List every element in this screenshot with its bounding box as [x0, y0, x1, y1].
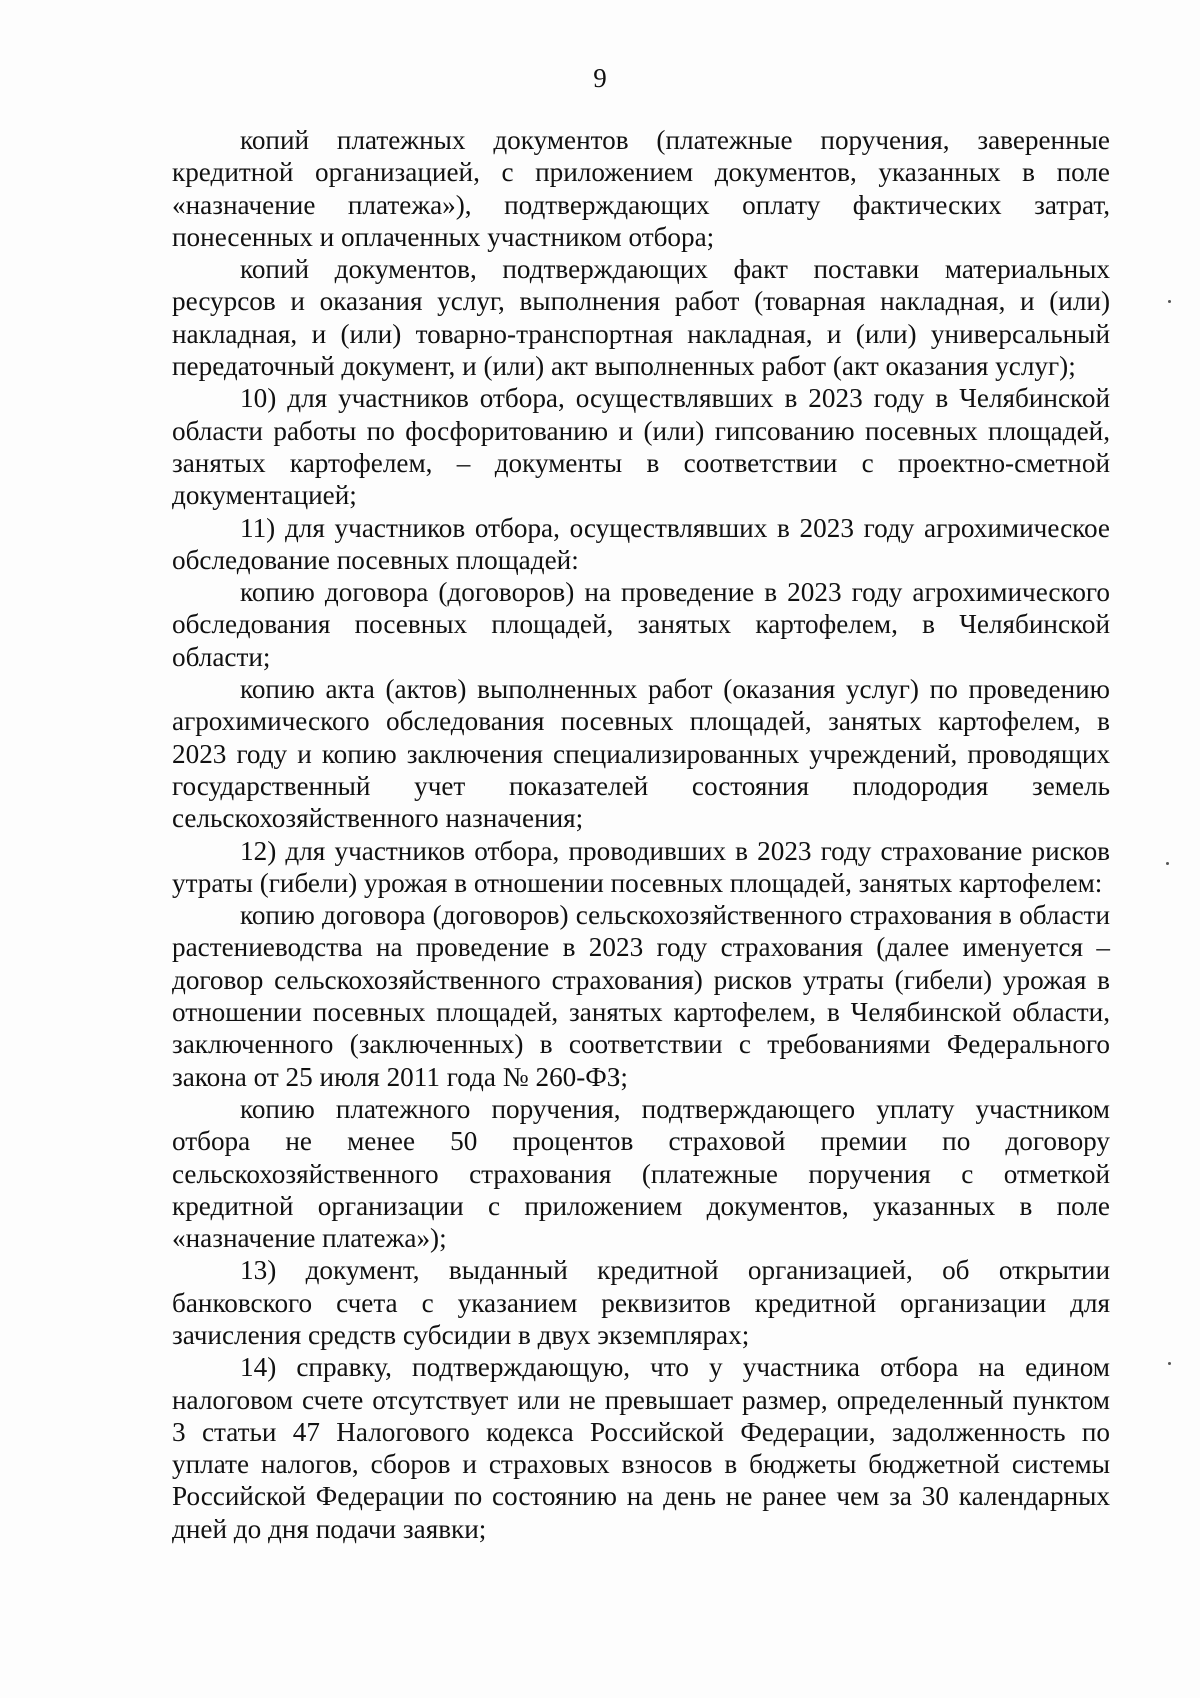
paragraph-payment-documents: копий платежных документов (платежные поручения, заверенные кредитной организацией, с приложением документов, указанных в поле «назначение платежа»), подтверждающих оплату фактических затрат, понесенных и оплаченных участником отбора; [172, 125, 1110, 252]
paragraph-insurance-payment: копию платежного поручения, подтверждающего уплату участником отбора не менее 50 процентов страховой премии по договору сельскохозяйственного страхования (платежные поручения с отметкой кредитной организации с приложением документов, указанных в поле «назначение платежа»); [172, 1093, 1110, 1254]
paragraph-agrochem-act: копию акта (актов) выполненных работ (оказания услуг) по проведению агрохимического обследования посевных площадей, занятых картофелем, в 2023 году и копию заключения специализированных учреждений, проводящих государственный учет показателей состояния плодородия земель сельскохозяйственного назначения; [172, 674, 1110, 834]
document-body [172, 124, 1110, 1545]
paragraph-item-11: 11) для участников отбора, осуществлявших в 2023 году агрохимическое обследование посевных площадей: [172, 512, 1110, 575]
paragraph-item-12: 12) для участников отбора, проводивших в 2023 году страхование рисков утраты (гибели) урожая в отношении посевных площадей, занятых картофелем: [172, 835, 1110, 898]
paragraph-insurance-contract: копию договора (договоров) сельскохозяйственного страхования в области растениеводства на проведение в 2023 году страхования (далее именуется – договор сельскохозяйственного страхования) рисков утраты (гибели) урожая в отношении посевных площадей, занятых картофелем, в Челябинской области, заключенного (заключенных) в соответствии с требованиями Федерального закона от 25 июля 2011 года № 260-ФЗ; [172, 900, 1110, 1092]
scan-speck [1168, 300, 1171, 303]
paragraph-item-14: 14) справку, подтверждающую, что у участника отбора на едином налоговом счете отсутствует или не превышает размер, определенный пунктом 3 статьи 47 Налогового кодекса Российской Федерации, задолженность по уплате налогов, сборов и страховых взносов в бюджеты бюджетной системы Российской Федерации по состоянию на день не ранее чем за 30 календарных дней до дня подачи заявки; [172, 1352, 1110, 1544]
paragraph-delivery-documents: копий документов, подтверждающих факт поставки материальных ресурсов и оказания услуг, выполнения работ (товарная накладная, и (или) накладная, и (или) товарно-транспортная накладная, и (или) универсальный передаточный документ, и (или) акт выполненных работ (акт оказания услуг); [172, 254, 1110, 382]
page-number: 9 [593, 63, 607, 93]
paragraph-agrochem-contract: копию договора (договоров) на проведение в 2023 году агрохимического обследования посевных площадей, занятых картофелем, в Челябинской области; [172, 577, 1110, 672]
paragraph-item-10: 10) для участников отбора, осуществлявших в 2023 году в Челябинской области работы по фосфоритованию и (или) гипсованию посевных площадей, занятых картофелем, – документы в соответствии с проектно-сметной документацией; [172, 383, 1110, 511]
scan-speck [1166, 862, 1169, 865]
scan-speck [1168, 1362, 1171, 1365]
paragraph-item-13: 13) документ, выданный кредитной организацией, об открытии банковского счета с указанием реквизитов кредитной организации для зачисления средств субсидии в двух экземплярах; [172, 1255, 1110, 1350]
